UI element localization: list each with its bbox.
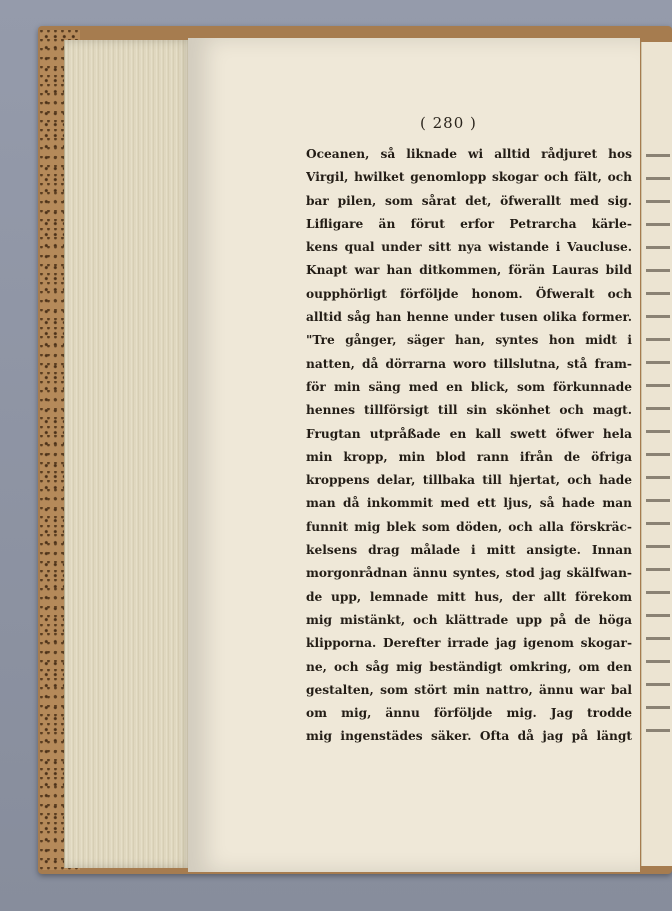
text-line: min kropp, min blod rann ifrån de öfriga — [306, 449, 632, 464]
text-line: ne, och såg mig beständigt omkring, om den — [306, 659, 632, 674]
text-line: kelsens drag målade i mitt ansigte. Innan — [306, 543, 632, 558]
page-text — [306, 143, 632, 749]
text-line: Oceanen, så liknade wi alltid rådjuret hos — [306, 147, 632, 161]
page-number: ( 280 ) — [420, 114, 477, 132]
text-line: de upp, lemnade mitt hus, der allt förekom — [306, 589, 632, 604]
text-line: gestalten, som stört min nattro, ännu war bal — [306, 682, 632, 697]
text-line: kroppens delar, tillbaka till hjertat, och hade — [306, 473, 632, 488]
text-line: för min säng med en blick, som förkunnade — [306, 379, 632, 394]
text-line: hennes tillförsigt till sin skönhet och magt. — [306, 403, 632, 418]
text-line: alltid såg han henne under tusen olika former. — [306, 310, 632, 325]
text-line: Lifligare än förut erfor Petrarcha kärle- — [306, 216, 632, 231]
text-line: mig ingenstädes säker. Ofta då jag på längt — [306, 729, 632, 744]
text-line: natten, då dörrarna woro tillslutna, stå fram- — [306, 356, 632, 371]
text-line: morgonrådnan ännu syntes, stod jag skälfwan- — [306, 566, 632, 581]
text-line: man då inkommit med ett ljus, så hade man — [306, 496, 632, 511]
text-line: klipporna. Derefter irrade jag igenom skogar- — [306, 636, 632, 651]
text-line: kens qual under sitt nya wistande i Vaucluse. — [306, 240, 632, 255]
text-line: Knapt war han ditkommen, förän Lauras bild — [306, 263, 632, 278]
text-line: funnit mig blek som döden, och alla förskräc- — [306, 519, 632, 534]
text-line: Frugtan utpråßade en kall swett öfwer hela — [306, 426, 632, 441]
facing-page-text-fragment — [646, 140, 670, 740]
text-line: bar pilen, som sårat det, öfwerallt med sig. — [306, 193, 632, 208]
text-line: mig mistänkt, och klättrade upp på de höga — [306, 612, 632, 627]
text-line: "Tre gånger, säger han, syntes hon midt i — [306, 333, 632, 348]
text-line: om mig, ännu förföljde mig. Jag trodde — [306, 706, 632, 721]
text-line: Virgil, hwilket genomlopp skogar och fält, och — [306, 170, 632, 185]
page-edges-stack — [64, 40, 193, 868]
text-line: oupphörligt förföljde honom. Öfweralt och — [306, 286, 632, 301]
